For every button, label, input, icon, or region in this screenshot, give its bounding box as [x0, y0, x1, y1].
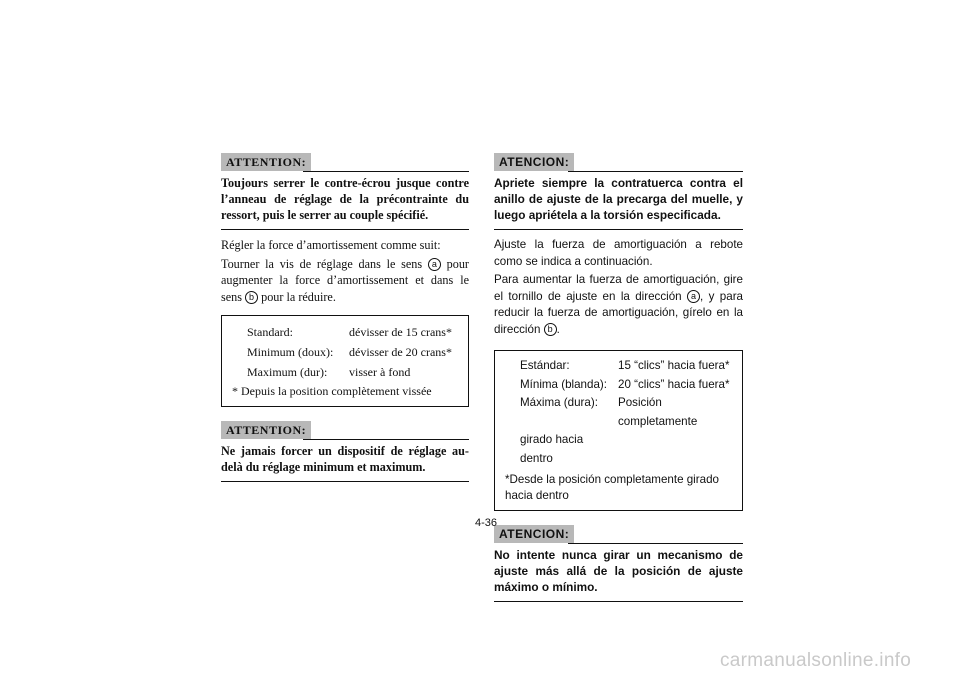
- direction-a-marker: a: [428, 258, 441, 271]
- spec-value: dévisser de 15 crans*: [349, 325, 452, 339]
- spec-footnote: *Desde la posición completamente girado hacia dentro: [505, 473, 719, 502]
- caution-rule: [568, 543, 743, 544]
- spec-value: dévisser de 20 crans*: [349, 345, 452, 359]
- caution-rule: [568, 171, 743, 172]
- caution-text: Toujours serrer le contre-écrou jusque contre l’anneau de réglage de la précontrainte du ressort, puis le serrer au couple spécifié.: [221, 175, 469, 230]
- spec-value: 20 “clics” hacia fuera*: [618, 377, 730, 391]
- caution-rule: [303, 171, 469, 172]
- caution-text: Ne jamais forcer un dispositif de réglage au-delà du réglage minimum et maximum.: [221, 443, 469, 482]
- caution-rule: [303, 439, 469, 440]
- caution-header: [494, 525, 743, 547]
- caution-header: [494, 153, 743, 175]
- spec-row: [232, 342, 462, 362]
- direction-a-marker: a: [687, 290, 700, 303]
- spec-row: [505, 357, 738, 376]
- caution-header: [221, 421, 469, 443]
- spec-value: Posición completamente: [618, 396, 698, 428]
- spec-value: 15 “clics” hacia fuera*: [618, 359, 730, 372]
- instruction-intro: Régler la force d’amortissement comme suit:: [221, 238, 441, 252]
- spec-row: [505, 431, 738, 468]
- spanish-column: [494, 153, 743, 609]
- watermark: carmanualsonline.info: [720, 650, 912, 671]
- spec-row: [505, 376, 738, 395]
- spec-row: [505, 394, 738, 431]
- caution-label: ATTENTION:: [221, 421, 311, 439]
- instruction-direction: Tourner la vis de réglage dans le sens a pour augmenter la force d’amortissement et dans le sens b pour la réduire.: [221, 256, 469, 304]
- french-column: [221, 153, 469, 489]
- caution-label: ATTENTION:: [221, 153, 311, 171]
- instruction-direction: Para aumentar la fuerza de amortiguación, gire el tornillo de ajuste en la dirección a , y para reducir la fuerza de amortiguación, gírelo en la dirección b .: [494, 273, 744, 336]
- instruction-intro: Ajuste la fuerza de amortiguación a rebote como se indica a continuación.: [494, 238, 743, 268]
- spec-key-continued: girado hacia dentro: [520, 433, 584, 465]
- spec-row: [232, 362, 462, 382]
- spec-box: [221, 315, 469, 407]
- spec-key: Maximum (dur):: [247, 365, 328, 379]
- spec-row: [232, 322, 462, 342]
- spec-key: Standard:: [247, 325, 293, 339]
- spec-key: Máxima (dura):: [520, 396, 598, 409]
- spec-footnote: * Depuis la position complètement vissée: [232, 384, 432, 398]
- spec-value: visser à fond: [349, 365, 411, 379]
- caution-label: ATENCION:: [494, 525, 574, 543]
- spec-key: Minimum (doux):: [247, 345, 334, 359]
- spec-key: Estándar:: [520, 359, 570, 372]
- direction-b-marker: b: [245, 291, 258, 304]
- page-number: 4-36: [475, 517, 498, 529]
- caution-header: [221, 153, 469, 175]
- direction-b-marker: b: [544, 323, 557, 336]
- caution-text: Apriete siempre la contratuerca contra el anillo de ajuste de la precarga del muelle, y luego apriételа a la torsión especificada.: [494, 175, 743, 230]
- caution-label: ATENCION:: [494, 153, 574, 171]
- spec-box: [494, 350, 743, 511]
- spec-key: Mínima (blanda):: [520, 377, 607, 391]
- caution-text: No intente nunca girar un mecanismo de ajuste más allá de la posición de ajuste máximo o mínimo.: [494, 547, 743, 602]
